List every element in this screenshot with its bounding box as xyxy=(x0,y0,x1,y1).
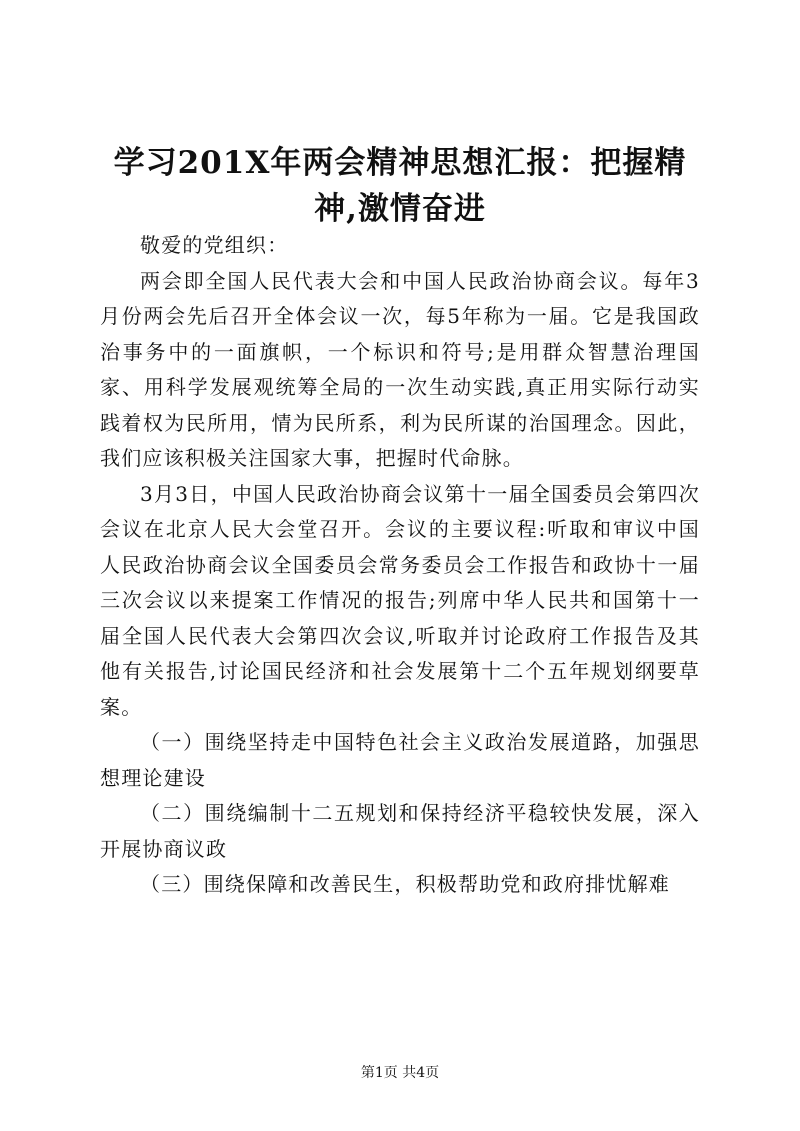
page-number: 第1页 共4页 xyxy=(360,1065,440,1081)
document-body xyxy=(100,228,700,903)
page-footer xyxy=(0,1064,800,1082)
page-title: 学习201X年两会精神思想汇报：把握精神,激情奋进 xyxy=(113,145,687,227)
section-heading-2: （二）围绕编制十二五规划和保持经济平稳较快发展，深入开展协商议政 xyxy=(100,801,700,861)
paragraph-2: 3月3日，中国人民政治协商会议第十一届全国委员会第四次会议在北京人民大会堂召开。会议的主要议程:听取和审议中国人民政治协商会议全国委员会常务委员会工作报告和政协十一届三次会议以来提案工作情况的报告;列席中华人民共和国第十一届全国人民代表大会第四次会议,听取并讨论政府工作报告及其他有关报告,讨论国民经济和社会发展第十二个五年规划纲要草案。 xyxy=(100,481,700,719)
paragraph-1: 两会即全国人民代表大会和中国人民政治协商会议。每年3月份两会先后召开全体会议一次，每5年称为一届。它是我国政治事务中的一面旗帜，一个标识和符号;是用群众智慧治理国家、用科学发展观统筹全局的一次生动实践,真正用实际行动实践着权为民所用，情为民所系，利为民所谋的治国理念。因此，我们应该积极关注国家大事，把握时代命脉。 xyxy=(100,268,700,470)
section-heading-1: （一）围绕坚持走中国特色社会主义政治发展道路，加强思想理论建设 xyxy=(100,730,700,790)
section-heading-3: （三）围绕保障和改善民生，积极帮助党和政府排忧解难 xyxy=(140,872,670,896)
salutation: 敬爱的党组织： xyxy=(140,233,289,257)
